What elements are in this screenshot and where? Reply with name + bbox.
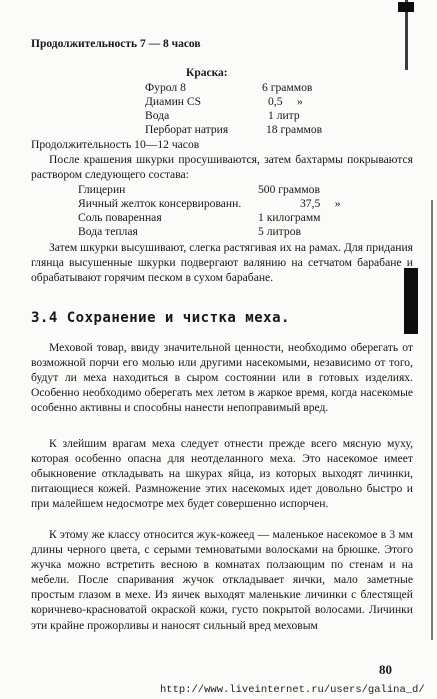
paragraph-after-dyeing: После крашения шкурки просушиваются, затем бахтармы покрываются раствором следующего состава: [31,153,413,182]
solution-row: Соль поваренная 1 килограмм [78,211,321,224]
dye-row: Вода 1 литр [145,109,300,122]
dye-row: Перборат натрия 18 граммов [145,123,323,136]
page-number: 80 [379,662,392,677]
solution-row: Яичный желток консервированн. 37,5 » [78,197,341,210]
duration-7-8-hours: Продолжительность 7 — 8 часов [31,38,201,50]
duration-10-12-hours: Продолжительность 10—12 часов [31,138,200,151]
paragraph-skin-beetle: К этому же классу относится жук-кожеед — маленькое насекомое в 3 мм длины черного цвета, с серыми темноватыми волосками на брюшке. Этого жучка можно встретить весною в комнатах ползающим по стенам и на мебели. После спаривания жучок откладывает яички, мало заметные простым глазом в мехе. Из яичек выходят маленькие личинки с блестящей коричнево-красноватой окраской кожи, густо покрытой волосами. Личинки эти крайне прожорливы и наносят сильный вред меховым [31,528,413,632]
dye-row: Фурол 8 6 граммов [145,81,313,94]
solution-row: Вода теплая 5 литров [78,225,301,238]
section-title: 3.4 Сохранение и чистка меха. [31,310,290,326]
scan-edge-mark-top [398,2,414,12]
scan-edge-line-right [431,200,433,640]
paragraph-meat-fly: К злейшим врагам меха следует отнести прежде всего мясную муху, которая особенно опасна для неотделанного меха. Это насекомое имеет обыкновение откладывать на шкурах яйца, из которых выходят личинки, питающиеся кожей. Размножение этих насекомых идет довольно быстро и при малейшем недосмотре мех будет совершенно испорчен. [31,437,413,511]
paragraph-drying: Затем шкурки высушивают, слегка растягивая их на рамах. Для придания глянца высушенные шкурки подвергают валянию на сетчатом барабане и обрабатывают горячим песком в сухом барабане. [31,241,413,285]
paragraph-fur-protection: Меховой товар, ввиду значительной ценности, необходимо оберегать от возможной порчи его молью или другими насекомыми, независимо от того, будут ли меха находиться в сыром состоянии или в готовых изделиях. Особенно необходимо оберегать мех летом в жаркое время, когда насекомые особенно активны и способны нанести непоправимый вред. [31,341,413,415]
solution-row: Глицерин 500 граммов [78,183,320,196]
dye-row: Диамин CS 0,5 » [145,95,303,108]
footer-url: http://www.liveinternet.ru/users/galina_d/ [160,684,425,696]
dye-title: Краска: [186,67,228,79]
